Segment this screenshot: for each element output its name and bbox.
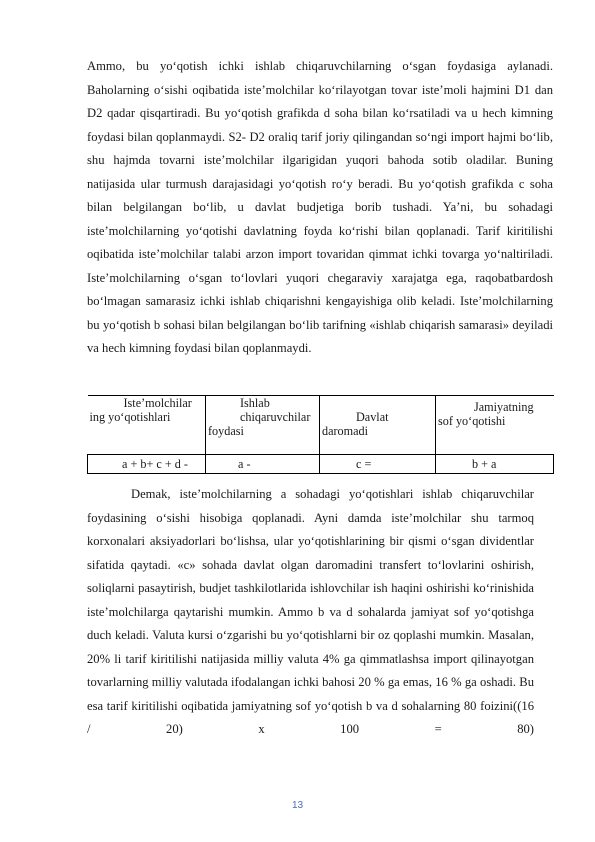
table-row	[88, 455, 554, 474]
value-producers: a -	[206, 455, 320, 474]
page-number: 13	[291, 800, 304, 811]
header-producers: Ishlab chiqaruvchilar foydasi	[206, 396, 320, 455]
header-government: Davlat daromadi	[320, 396, 436, 455]
welfare-table	[87, 395, 554, 474]
value-consumers: a + b+ c + d -	[88, 455, 206, 474]
header-society: Jamiyatning sof yo‘qotishi	[436, 396, 554, 455]
body-paragraph-2	[87, 483, 534, 742]
value-government: c =	[320, 455, 436, 474]
body-paragraph-2-text: Demak, iste’molchilarning a sohadagi yo‘qotishlari ishlab chiqaruvchilar foydasining o‘sishi hisobiga qoplanadi. Ayni damda iste’molchilar shu tarmoq korxonalari aksiyadorlari bo‘lishsa, ular yo‘qotishlarining bir qismi o‘sgan dividentlar sifatida qaytadi. «c» sohada davlat olgan daromadini transfert to‘lovlarini oshirish, soliqlarni pasaytirish, budjet tashkilotlarida ishlovchilar ish haqini oshirishi ko‘rinishida iste’molchilarga qaytarishi mumkin. Ammo b va d sohalarda jamiyat sof yo‘qotishga duch keladi. Valuta kursi o‘zgarishi bu yo‘qotishlarni bir oz qoplashi mumkin. Masalan, 20% li tarif kiritilishi natijasida milliy valuta 4% ga qimmatlashsa import qilinayotgan tovarlarning milliy valutada ifodalangan ichki bahosi 20 % ga emas, 16 % ga oshadi. Bu esa tarif kiritilishi oqibatida jamiyatning sof yo‘qotish b va d sohalarning 80 foizini((16 / 20) x 100 = 80)	[87, 487, 534, 736]
value-society: b + a	[436, 455, 554, 474]
header-consumers: Iste’molchilar ing yo‘qotishlari	[88, 396, 206, 455]
table-header-row	[88, 396, 554, 455]
body-paragraph-1: Ammo, bu yo‘qotish ichki ishlab chiqaruvchilarning o‘sgan foydasiga aylanadi. Baholarning o‘sishi oqibatida iste’molchilar ko‘rilayotgan tovar iste’moli hajmini D1 dan D2 qadar qisqartiradi. Bu yo‘qotish grafikda d soha bilan ko‘rsatiladi va u hech kimning foydasi bilan qoplanmaydi. S2- D2 oraliq tarif joriy qilingandan so‘ngi import hajmi bo‘lib, shu hajmda tovarni iste’molchilar ilgarigidan yuqori bahoda sotib oladilar. Buning natijasida ular turmush darajasidagi yo‘qotish ro‘y beradi. Bu yo‘qotish grafikda c soha bilan belgilangan bo‘lib, u davlat budjetiga borib tushadi. Ya’ni, bu sohadagi iste’molchilarning yo‘qotishi davlatning foyda ko‘rishi bilan qoplanadi. Tarif kiritilishi oqibatida iste’molchilar talabi arzon import tovaridan qimmat ichki tovarga yo‘naltiriladi. Iste’molchilarning o‘sgan to‘lovlari yuqori chegaraviy xarajatga ega, raqobatbardosh bo‘lmagan samarasiz ichki ishlab chiqarishni kengayishiga olib keladi. Iste’molchilarning bu yo‘qotish b sohasi bilan belgilangan bo‘lib tarifning «ishlab chiqarish samarasi» deyiladi va hech kimning foydasi bilan qoplanmaydi.	[87, 59, 553, 355]
